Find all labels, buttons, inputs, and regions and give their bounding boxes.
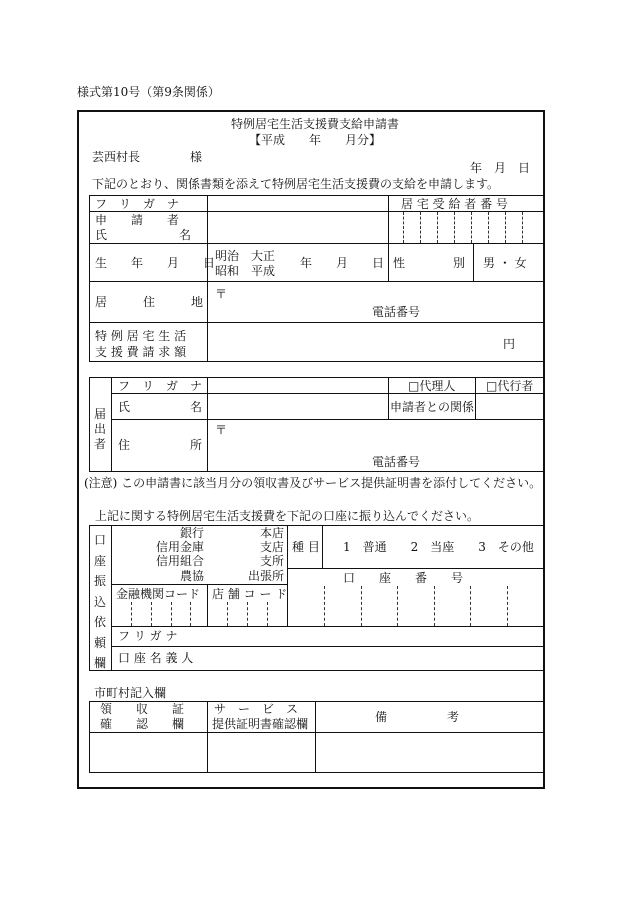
inst-type-bank: 銀行 <box>179 526 204 540</box>
attachment-note: (注意) この申請書に該当月分の領収書及びサービス提供証明書を添付してください。 <box>84 476 542 490</box>
service-check-bottom: 提供証明書確認欄 <box>212 717 309 731</box>
intro-text: 下記のとおり、関係書類を添えて特例居宅生活支援費の支給を申請します。 <box>92 177 500 191</box>
sex-options: 男 ・ 女 <box>483 256 527 270</box>
agent-checkbox[interactable]: □代理人 <box>408 379 456 393</box>
date-line: 年 月 日 <box>470 161 531 175</box>
branch-type-branch: 支店 <box>259 540 284 554</box>
account-kind-options: 1 普通 2 当座 3 その他 <box>343 540 534 554</box>
branch-type-main: 本店 <box>259 526 284 540</box>
era-options-bottom: 昭和 平成 <box>215 264 276 278</box>
branch-type-agency: 出張所 <box>247 569 284 583</box>
branch-type-sub: 支所 <box>259 554 284 568</box>
yen-unit: 円 <box>503 337 516 351</box>
filer-furigana-label: フ リ ガ ナ <box>118 379 203 393</box>
name-label: 氏 名 <box>95 228 192 242</box>
inst-type-nokyo: 農協 <box>179 569 204 583</box>
remarks-label: 備 考 <box>375 710 460 724</box>
inst-type-shinkin: 信用金庫 <box>155 540 204 554</box>
amount-label-top: 特 例 居 宅 生 活 <box>95 329 187 343</box>
filer-address-label: 住 所 <box>118 438 203 452</box>
filer-postal-mark: 〒 <box>215 423 228 437</box>
sex-label: 性 別 <box>393 256 466 270</box>
service-check-top: サ ー ビ ス <box>214 702 299 716</box>
filer-phone-label: 電話番号 <box>372 455 421 469</box>
inst-code-label: 金融機関コード <box>116 587 201 601</box>
receipt-check-bottom: 確 認 欄 <box>100 717 185 731</box>
dob-ymd: 年 月 日 <box>300 256 385 270</box>
branch-code-label: 店 舗 コ ー ド <box>212 587 288 601</box>
proxy-checkbox[interactable]: □代行者 <box>486 379 534 393</box>
addressee: 芸西村長 <box>92 150 141 164</box>
municipality-section-label: 市町村記入欄 <box>94 686 167 700</box>
account-number-label: 口 座 番 号 <box>343 571 464 585</box>
dob-label: 生 年 月 日 <box>95 256 216 270</box>
applicant-label: 申 請 者 <box>95 213 180 227</box>
receipt-check-top: 領 収 証 <box>100 702 185 716</box>
home-id-label: 居 宅 受 給 者 番 号 <box>401 197 508 211</box>
phone-label: 電話番号 <box>372 305 421 319</box>
furigana-label: フ リ ガ ナ <box>95 197 180 211</box>
bank-side-label: 口座振込依頼欄 <box>94 533 107 670</box>
bank-furigana-label: フ リ ガ ナ <box>118 629 178 643</box>
form-subtitle: 【平成 年 月分】 <box>248 133 381 147</box>
address-label: 居 住 地 <box>95 295 204 309</box>
filer-side-label: 届出者 <box>94 407 107 451</box>
transfer-intro: 上記に関する特例居宅生活支援費を下記の口座に振り込んでください。 <box>95 509 480 523</box>
filer-name-label: 氏 名 <box>118 400 203 414</box>
relation-label: 申請者との関係 <box>390 400 475 414</box>
account-kind-label: 種 目 <box>292 540 320 554</box>
honorific: 様 <box>190 150 203 164</box>
inst-type-kumiai: 信用組合 <box>155 554 204 568</box>
form-reference: 様式第10号（第9条関係） <box>77 85 220 99</box>
postal-mark: 〒 <box>215 287 228 301</box>
account-holder-label: 口 座 名 義 人 <box>118 651 194 665</box>
form-title: 特例居宅生活支援費支給申請書 <box>230 117 399 131</box>
amount-label-bottom: 支 援 費 請 求 額 <box>95 345 187 359</box>
era-options-top: 明治 大正 <box>215 249 276 263</box>
